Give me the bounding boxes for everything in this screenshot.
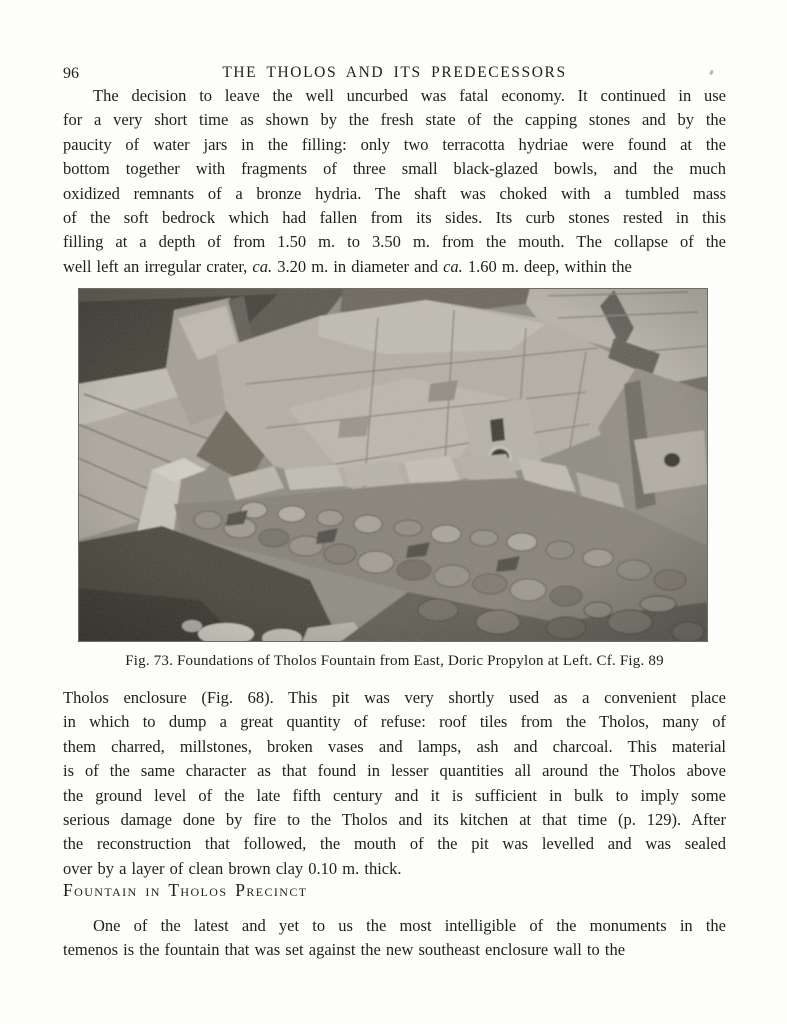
text-line: over by a layer of clean brown clay 0.10 m. thick.: [63, 858, 402, 878]
text-line: temenos is the fountain that was set against the new southeast enclosure wall to the: [63, 940, 626, 960]
text-line: bottom together with fragments of three small black-glazed bowls, and the much: [63, 159, 726, 179]
text-line: serious damage done by fire to the Tholos and its kitchen at that time (p. 129). After: [63, 810, 726, 830]
text-line: the reconstruction that followed, the mouth of the pit was levelled and was sealed: [63, 834, 726, 854]
text-line: for a very short time as shown by the fresh state of the capping stones and by the: [63, 110, 726, 130]
paragraph-fountain-intro: [63, 914, 726, 963]
text-line: Tholos enclosure (Fig. 68). This pit was very shortly used as a convenient place: [63, 688, 726, 707]
figure-caption: Fig. 73. Foundations of Tholos Fountain from East, Doric Propylon at Left. Cf. Fig. 89: [125, 653, 664, 669]
text-line: them charred, millstones, broken vases and lamps, ash and charcoal. This material: [63, 736, 726, 756]
running-head: [63, 64, 726, 86]
text-line: is of the same character as that found in lesser quantities all around the Tholos above: [63, 761, 726, 781]
text-line: One of the latest and yet to us the most intelligible of the monuments in the: [93, 916, 726, 935]
paragraph-well-economy: [63, 84, 726, 279]
text-line: The decision to leave the well uncurbed was fatal economy. It continued in use: [93, 86, 726, 105]
text-line: of the soft bedrock which had fallen from its sides. Its curb stones rested in this: [63, 208, 726, 228]
text-line: well left an irregular crater, ca. 3.20 m. in diameter and ca. 1.60 m. deep, within the: [63, 256, 632, 276]
page-number: 96: [63, 65, 79, 82]
text-line: paucity of water jars in the filling: only two terracotta hydriae were found at the: [63, 134, 726, 154]
text-line: in which to dump a great quantity of refuse: roof tiles from the Tholos, many of: [63, 712, 726, 732]
text-line: the ground level of the late fifth century and it is sufficient in bulk to imply some: [63, 785, 726, 805]
text-line: oxidized remnants of a bronze hydria. The shaft was choked with a tumbled mass: [63, 183, 726, 203]
figure-73-photo: [78, 288, 708, 642]
section-heading: Fountain in Tholos Precinct: [63, 880, 308, 900]
excavation-photo: [78, 288, 708, 642]
paragraph-refuse-pit: [63, 686, 726, 881]
text-line: filling at a depth of from 1.50 m. to 3.50 m. from the mouth. The collapse of the: [63, 232, 726, 252]
running-title: THE THOLOS AND ITS PREDECESSORS: [222, 64, 567, 81]
